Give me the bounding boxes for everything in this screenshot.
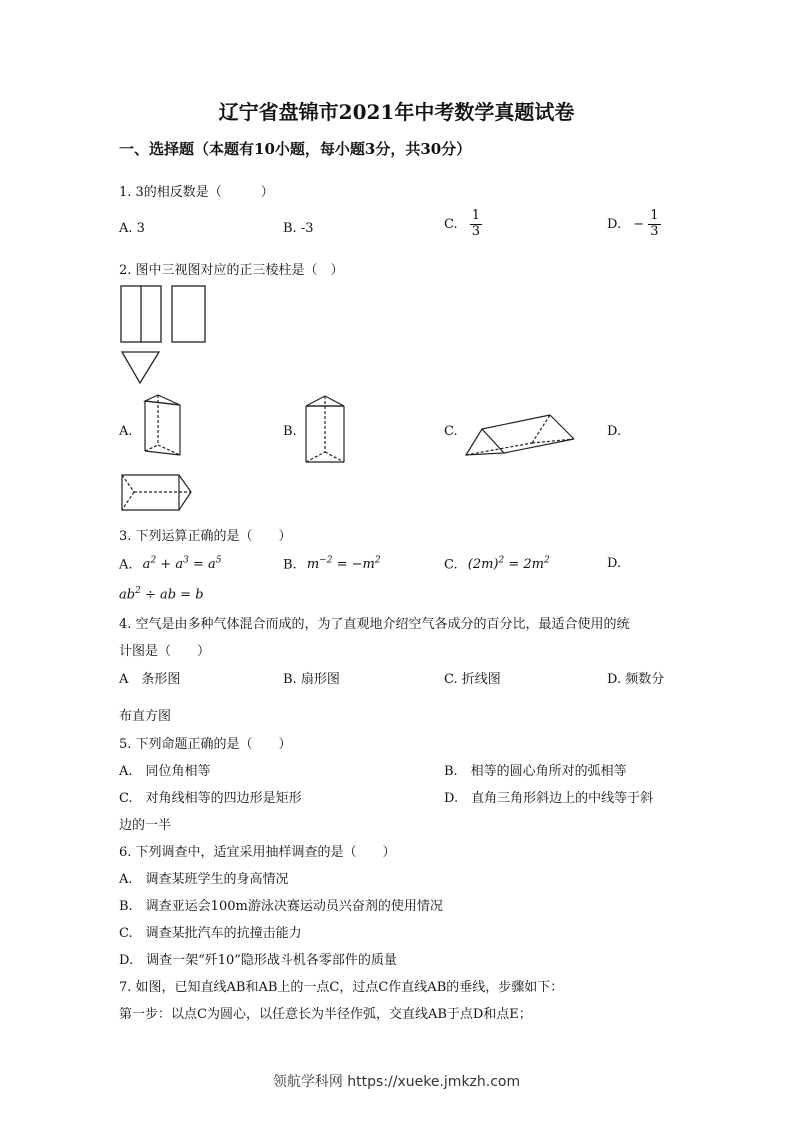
prism-d-icon [119, 472, 194, 516]
q3-option-c-formula: $(2m)^2 = 2m^2$ [467, 556, 550, 573]
q2-option-d: D. [607, 424, 622, 439]
q1-option-a: A. 3 [119, 221, 145, 236]
q3-option-d-formula: $ab^2$ ÷ ab = b [119, 586, 204, 603]
q6-option-a: A. 调查某班学生的身高情况 [119, 872, 289, 887]
q1-option-c-label: C. [444, 216, 458, 232]
three-view-diagram [119, 284, 219, 389]
q1-option-d-label: D. [607, 216, 622, 232]
question-3-stem: 3. 下列运算正确的是（ ） [119, 529, 292, 544]
question-6-stem: 6. 下列调查中，适宜采用抽样调查的是（ ） [119, 845, 396, 860]
question-5-stem: 5. 下列命题正确的是（ ） [119, 737, 292, 752]
q6-option-d: D. 调查一架“歼10”隐形战斗机各零部件的质量 [119, 953, 397, 968]
q1-d-numerator: 1 [650, 208, 659, 223]
q1-d-denominator: 3 [650, 223, 659, 239]
q2-option-b: B. [283, 424, 297, 439]
q4-option-c: C. 折线图 [444, 672, 501, 687]
q5-option-b: B. 相等的圆心角所对的弧相等 [444, 764, 627, 779]
q4-option-d: D. 频数分 [607, 672, 665, 687]
q1-option-c-fraction [470, 209, 482, 240]
q1-c-numerator: 1 [471, 208, 481, 223]
q1-option-d-fraction [648, 209, 660, 240]
q5-option-a: A. 同位角相等 [119, 764, 211, 779]
question-7-stem: 7. 如图，已知直线AB和AB上的一点C，过点C作直线AB的垂线，步骤如下： [119, 980, 564, 995]
question-4-stem-cont: 计图是（ ） [119, 644, 211, 659]
q1-option-b: B. -3 [283, 221, 314, 236]
q5-option-d: D. 直角三角形斜边上的中线等于斜 [444, 791, 654, 806]
q3-option-a-label: A. [119, 557, 133, 573]
q6-option-c: C. 调查某批汽车的抗撞击能力 [119, 926, 302, 941]
page-title: 辽宁省盘锦市2021年中考数学真题试卷 [218, 100, 575, 124]
q4-option-b: B. 扇形图 [283, 672, 340, 687]
question-2-stem: 2. 图中三视图对应的正三棱柱是（ ） [119, 263, 344, 278]
q3-option-b [283, 556, 381, 572]
prism-a-icon [140, 393, 190, 465]
prism-b-icon [302, 394, 352, 466]
q3-option-a [119, 556, 221, 572]
section-heading: 一、选择题（本题有10小题，每小题3分，共30分） [119, 140, 472, 158]
q2-option-a: A. [119, 424, 133, 439]
q5-option-d-cont: 边的一半 [119, 818, 172, 833]
q4-option-d-cont: 布直方图 [119, 709, 172, 724]
q4-option-a: A 条形图 [119, 672, 181, 687]
side-view [172, 286, 205, 342]
q3-option-c [444, 556, 550, 572]
top-view-triangle [122, 352, 159, 383]
q3-option-a-formula: $a^2 + a^3 = a^5$ [142, 556, 222, 573]
q2-option-c: C. [444, 424, 458, 439]
footer-watermark: 领航学科网 https://xueke.jmkzh.com [272, 1074, 521, 1090]
q1-option-d [607, 209, 661, 240]
q6-option-b: B. 调查亚运会100m游泳决赛运动员兴奋剂的使用情况 [119, 899, 443, 914]
q3-option-c-label: C. [444, 557, 458, 573]
q3-option-b-label: B. [283, 557, 297, 573]
prism-c-icon [462, 411, 582, 461]
q3-option-d: D. [607, 556, 622, 571]
question-4-stem: 4. 空气是由多种气体混合而成的，为了直观地介绍空气各成分的百分比，最适合使用的统 [119, 617, 630, 632]
q5-option-c: C. 对角线相等的四边形是矩形 [119, 791, 302, 806]
question-1-stem: 1. 3的相反数是（ ） [119, 185, 274, 200]
q1-option-c [444, 209, 482, 240]
question-7-step1: 第一步：以点C为圆心，以任意长为半径作弧，交直线AB于点D和点E； [119, 1007, 532, 1022]
q1-d-sign: − [633, 216, 645, 232]
q1-c-denominator: 3 [471, 223, 481, 239]
q3-option-b-formula: $m^{-2} = -m^2$ [306, 556, 381, 573]
